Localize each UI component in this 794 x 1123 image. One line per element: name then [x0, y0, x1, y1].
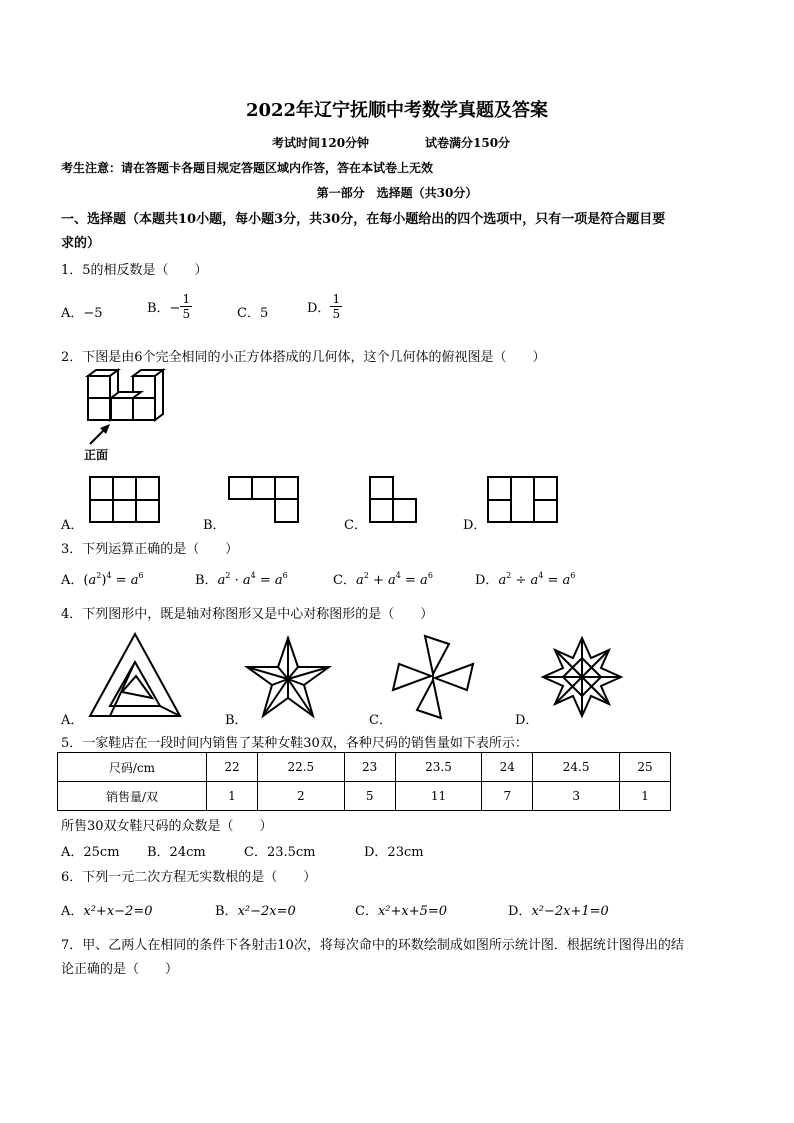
- q5-option-d: D．23cm: [364, 845, 424, 860]
- q1-stem: 1．5的相反数是（ ）: [61, 263, 208, 278]
- q1-option-b-fraction: $\frac{1}{5}$: [182, 292, 191, 321]
- table-cell: 24.5: [533, 753, 620, 782]
- q2-label-a: A．: [61, 518, 84, 533]
- q3-option-b: B．$a^2 \cdot a^4 = a^6$: [195, 571, 288, 588]
- q2-option-b-figure: [228, 476, 300, 524]
- table-row: [58, 753, 671, 782]
- q1-option-b-prefix: B．−: [147, 301, 181, 316]
- table-cell: 11: [395, 782, 482, 811]
- exam-time: 考试时间120分钟: [272, 136, 370, 150]
- table-cell: 3: [533, 782, 620, 811]
- q6-option-d: D．x²−2x+1=0: [508, 904, 609, 919]
- table-cell: 23: [344, 753, 395, 782]
- q2-option-c-figure: [369, 476, 419, 524]
- q1-option-d-prefix: D．: [307, 301, 331, 316]
- table-cell: 25: [620, 753, 671, 782]
- table-cell: 5: [344, 782, 395, 811]
- q2-label-d: D．: [463, 518, 487, 533]
- table-cell: 22.5: [257, 753, 344, 782]
- table-cell: 22: [207, 753, 258, 782]
- q4-option-d-figure: [541, 636, 623, 718]
- q6-stem: 6．下列一元二次方程无实数根的是（ ）: [61, 870, 317, 885]
- q4-option-b-figure: [245, 636, 331, 720]
- exam-score: 试卷满分150分: [425, 136, 511, 150]
- q2-option-d-figure: [487, 476, 559, 524]
- table-cell: 23.5: [395, 753, 482, 782]
- q1-option-a: A．−5: [61, 306, 103, 321]
- q5-option-b: B．24cm: [147, 845, 206, 860]
- q6-option-c: C．x²+x+5=0: [355, 904, 448, 919]
- q5-option-c: C．23.5cm: [244, 845, 316, 860]
- q4-option-a-figure: [88, 632, 183, 720]
- page-title: 2022年辽宁抚顺中考数学真题及答案: [245, 100, 549, 121]
- q2-stem: 2．下图是由6个完全相同的小正方体搭成的几何体，这个几何体的俯视图是（ ）: [61, 350, 546, 365]
- table-cell: 销售量/双: [58, 782, 207, 811]
- table-cell: 7: [482, 782, 533, 811]
- q1-option-d: [307, 292, 342, 321]
- q4-option-c-figure: [391, 634, 475, 720]
- q3-option-c: C．$a^2 + a^4 = a^6$: [333, 571, 433, 588]
- q4-stem: 4．下列图形中，既是轴对称图形又是中心对称图形的是（ ）: [61, 607, 434, 622]
- q1-option-b: [147, 292, 192, 321]
- q1-option-c: C．5: [237, 306, 269, 321]
- table-cell: 1: [620, 782, 671, 811]
- exam-notice: 考生注意：请在答题卡各题目规定答题区域内作答，答在本试卷上无效: [61, 161, 434, 175]
- section-instruction-line2: 求的）: [61, 236, 101, 251]
- q6-option-a: A．x²+x−2=0: [61, 904, 153, 919]
- q4-label-b: B．: [225, 713, 248, 728]
- q7-stem-line2: 论正确的是（ ）: [61, 962, 179, 977]
- q2-label-c: C．: [344, 518, 367, 533]
- q3-option-a: A．$(a^2)^4 = a^6$: [61, 571, 144, 588]
- front-label: 正面: [84, 448, 109, 462]
- q5-option-a: A．25cm: [61, 845, 120, 860]
- q4-label-c: C．: [369, 713, 392, 728]
- section-instruction-line1: 一、选择题（本题共10小题，每小题3分，共30分，在每小题给出的四个选项中，只有一项是符合题目要: [61, 212, 666, 227]
- q5-question: 所售30双女鞋尺码的众数是（ ）: [61, 819, 273, 834]
- shoe-size-table: [57, 752, 671, 811]
- q4-label-a: A．: [61, 713, 84, 728]
- table-cell: 1: [207, 782, 258, 811]
- q7-stem-line1: 7．甲、乙两人在相同的条件下各射击10次，将每次命中的环数绘制成如图所示统计图．根据统计图得出的结: [61, 938, 684, 953]
- q3-option-d: D．$a^2 \div a^4 = a^6$: [475, 571, 576, 588]
- q6-option-b: B．x²−2x=0: [215, 904, 296, 919]
- q1-option-d-fraction: $\frac{1}{5}$: [332, 292, 341, 321]
- q4-label-d: D．: [515, 713, 539, 728]
- q3-stem: 3．下列运算正确的是（ ）: [61, 542, 239, 557]
- q5-stem: 5．一家鞋店在一段时间内销售了某种女鞋30双，各种尺码的销售量如下表所示：: [61, 736, 528, 751]
- q2-cube-figure: [78, 368, 178, 463]
- table-cell: 24: [482, 753, 533, 782]
- table-cell: 尺码/cm: [58, 753, 207, 782]
- table-row: [58, 782, 671, 811]
- table-cell: 2: [257, 782, 344, 811]
- q2-label-b: B．: [203, 518, 226, 533]
- q2-option-a-figure: [89, 476, 161, 524]
- part-heading: 第一部分 选择题（共30分）: [316, 186, 478, 200]
